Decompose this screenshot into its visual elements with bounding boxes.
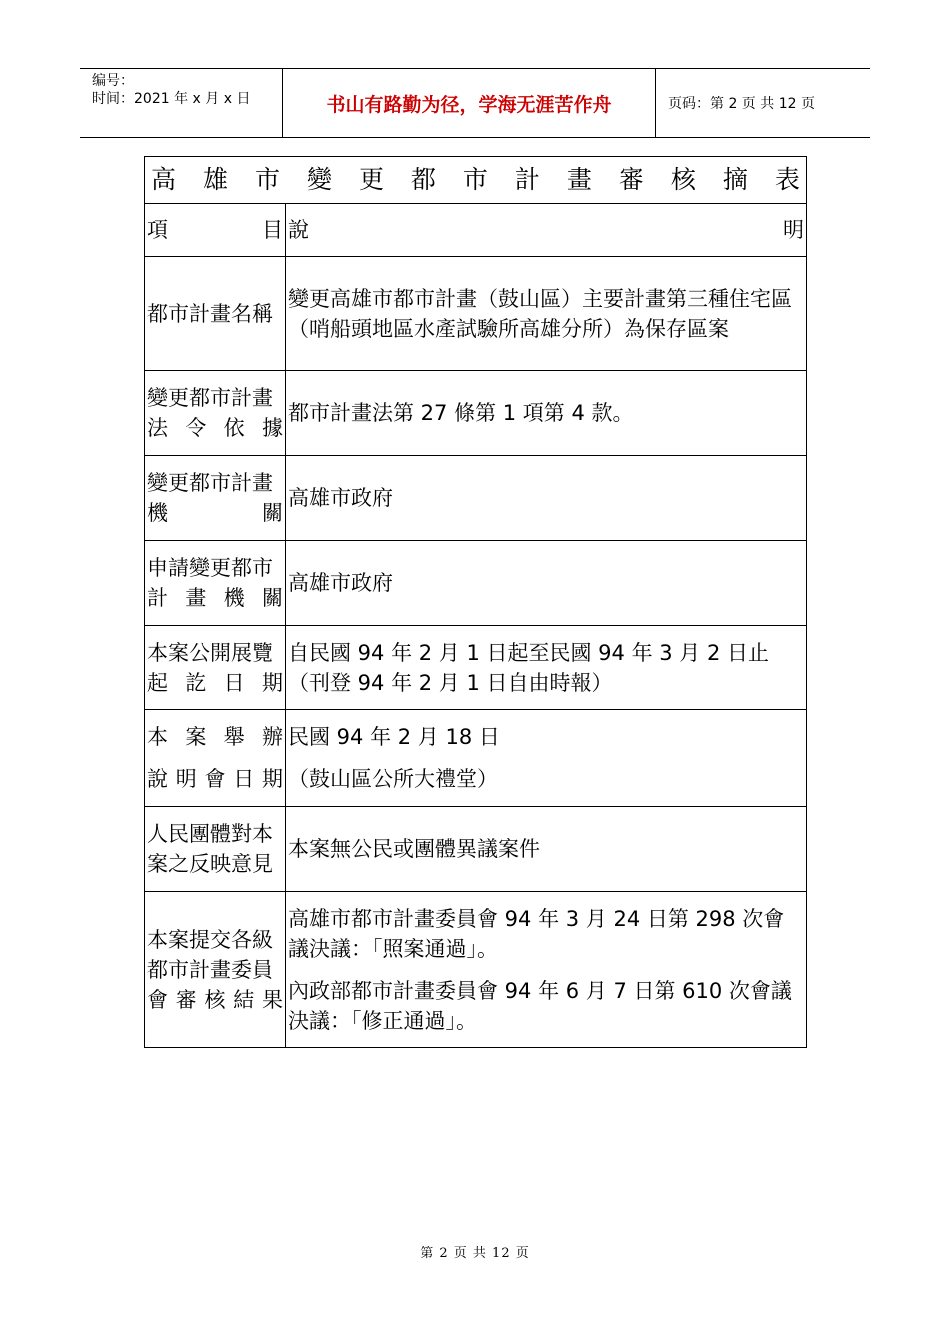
row-label-text: 期 (261, 670, 283, 695)
column-header-item (145, 204, 286, 257)
title-char: 市 (254, 165, 280, 194)
column-header-description (286, 204, 807, 257)
row-content (286, 257, 807, 371)
row-label-text: 關 (262, 501, 283, 525)
row-label-text: 法 (147, 416, 168, 440)
row-label-text: 案之反映意見 (147, 852, 273, 876)
row-label-text: 機 (147, 501, 168, 525)
table-row (145, 541, 807, 626)
time-label: 时间：2021 年 x 月 x 日 (92, 91, 251, 107)
row-content (286, 371, 807, 456)
row-label-text: 本 (147, 725, 168, 749)
row-content-text: 高雄市都市計畫委員會 94 年 3 月 24 日第 298 次會議決議：「照案通過」。 (288, 906, 785, 961)
row-content-text: （鼓山區公所大禮堂） (288, 767, 498, 791)
row-label (145, 541, 286, 626)
title-char: 變 (306, 165, 332, 194)
title-char: 摘 (722, 165, 748, 194)
row-label (145, 807, 286, 892)
row-content-text: 本案無公民或團體異議案件 (288, 837, 540, 861)
row-label-text: 會 (204, 767, 226, 791)
row-label-text: 令 (185, 416, 207, 440)
page-footer: 第 2 页 共 12 页 (420, 1246, 530, 1261)
row-content-text: 都市計畫法第 27 條第 1 項第 4 款。 (288, 401, 634, 425)
row-content-text: 自民國 94 年 2 月 1 日起至民國 94 年 3 月 2 日止（刊登 94 年 2 月 1 日自由時報） (288, 640, 769, 695)
header-char: 項 (147, 218, 168, 242)
row-content (286, 541, 807, 626)
row-label (145, 257, 286, 371)
row-label-text: 畫 (185, 586, 207, 610)
table-row (145, 456, 807, 541)
row-label (145, 456, 286, 541)
table-row (145, 371, 807, 456)
document-header (80, 68, 870, 138)
row-label (145, 371, 286, 456)
table-row (145, 892, 807, 1048)
row-label-text: 案 (185, 725, 207, 749)
table-row (145, 257, 807, 371)
row-content (286, 710, 807, 807)
row-label-text: 人民團體對本 (147, 822, 273, 846)
row-label-text: 舉 (223, 725, 245, 749)
row-label-text: 期 (262, 767, 283, 791)
row-label (145, 710, 286, 807)
title-char: 核 (670, 165, 696, 194)
header-char: 說 (288, 218, 309, 242)
header-char: 明 (783, 218, 804, 242)
title-char: 都 (410, 165, 436, 194)
row-label-text: 日 (223, 670, 245, 695)
row-content-text: 高雄市政府 (288, 486, 393, 510)
row-label-text: 據 (261, 416, 283, 440)
header-meta (80, 69, 282, 137)
title-char: 更 (358, 165, 384, 194)
row-content-text: 內政部都市計畫委員會 94 年 6 月 7 日第 610 次會議決議：「修正通過」。 (288, 978, 792, 1033)
row-label-text: 果 (262, 987, 283, 1012)
number-label: 编号： (92, 73, 134, 89)
row-label (145, 626, 286, 710)
row-label-text: 日 (233, 767, 255, 791)
row-label-text: 會 (147, 987, 168, 1012)
row-label-text: 訖 (185, 670, 207, 695)
row-label (145, 892, 286, 1048)
row-label-text: 本案公開展覽 (147, 640, 273, 665)
row-label-text: 申請變更都市 (147, 556, 273, 580)
row-label-text: 結 (233, 987, 255, 1012)
review-summary-table (144, 156, 807, 1048)
row-content-text: 高雄市政府 (288, 571, 393, 595)
table-title (145, 157, 807, 204)
row-label-text: 都市計畫名稱 (147, 301, 273, 326)
title-char: 市 (462, 165, 488, 194)
header-char: 目 (262, 218, 283, 242)
row-label-text: 本案提交各級 (147, 927, 273, 952)
table-header-row (145, 204, 807, 257)
row-label-text: 明 (175, 767, 197, 791)
table-row (145, 626, 807, 710)
title-char: 表 (774, 165, 800, 194)
row-label-text: 變更都市計畫 (147, 471, 273, 495)
header-motto: 书山有路勤为径，学海无涯苦作舟 (282, 69, 656, 137)
title-char: 審 (618, 165, 644, 194)
row-label-text: 核 (204, 987, 226, 1012)
row-content-text: 變更高雄市都市計畫（鼓山區）主要計畫第三種住宅區（哨船頭地區水產試驗所高雄分所）為保存區案 (288, 286, 792, 341)
row-label-text: 依 (223, 416, 245, 440)
row-content (286, 456, 807, 541)
table-title-row (145, 157, 807, 204)
header-page-label: 页码：第 2 页 共 12 页 (668, 96, 815, 112)
table-row (145, 710, 807, 807)
title-char: 高 (151, 165, 177, 194)
row-content (286, 807, 807, 892)
title-char: 畫 (566, 165, 592, 194)
row-label-text: 說 (147, 767, 168, 791)
row-label-text: 起 (147, 670, 168, 695)
title-char: 計 (514, 165, 540, 194)
row-content (286, 626, 807, 710)
row-content (286, 892, 807, 1048)
title-char: 雄 (202, 165, 228, 194)
row-label-text: 變更都市計畫 (147, 386, 273, 410)
table-row (145, 807, 807, 892)
row-label-text: 機 (223, 586, 245, 610)
row-content-text: 民國 94 年 2 月 18 日 (288, 725, 500, 749)
row-label-text: 都市計畫委員 (147, 957, 273, 982)
row-label-text: 審 (175, 987, 197, 1012)
row-label-text: 關 (261, 586, 283, 610)
row-label-text: 辦 (261, 725, 283, 749)
row-label-text: 計 (147, 586, 168, 610)
